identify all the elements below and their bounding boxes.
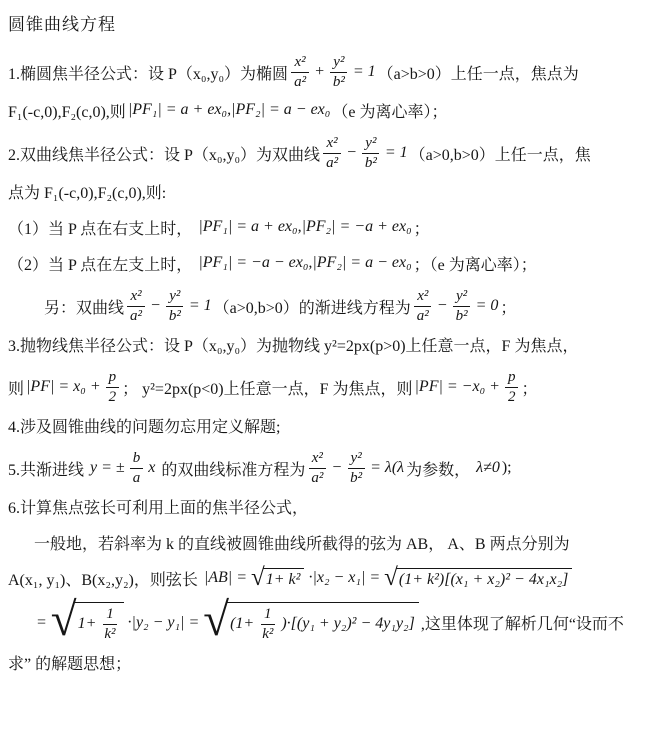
numerator: b: [130, 450, 144, 469]
fraction: [127, 288, 145, 324]
fraction: [101, 606, 118, 642]
text-run: A(x₁, y₁)、B(x₂,y₂)，则弦长: [8, 571, 202, 589]
denominator: b²: [168, 307, 181, 324]
text-run: （a>0,b>0）上任一点，焦: [409, 146, 591, 164]
text-run: 3.抛物线焦半径公式：设 P（x₀,y₀）为抛物线 y²=2px(p>0)上任意一点，F 为焦点，: [8, 337, 579, 355]
document-line: [8, 179, 663, 203]
math-run: 1+ k²: [265, 570, 301, 588]
fraction: [259, 606, 276, 642]
math-run: |PF| = −x₀ +: [414, 378, 500, 395]
numerator: x²: [309, 450, 326, 469]
text-run: ,这里体现了解析几何“设而不: [420, 616, 624, 633]
fraction: [308, 450, 326, 486]
math-run: = 1: [384, 144, 408, 161]
math-run: −: [331, 459, 343, 476]
denominator: 2: [108, 388, 117, 405]
document-line: [8, 287, 663, 325]
text-run: （e 为离心率）；: [332, 103, 448, 121]
radicand: [227, 602, 419, 643]
denominator: b²: [455, 307, 468, 324]
document-body: [8, 53, 663, 674]
fraction: [505, 369, 519, 405]
text-run: （a>b>0）上任一点，焦点为: [377, 65, 579, 83]
text-run: 5.共渐进线: [8, 461, 89, 479]
denominator: a²: [294, 73, 307, 90]
document-line: [8, 98, 663, 122]
fraction: [362, 135, 380, 171]
denominator: a²: [311, 469, 324, 486]
math-run: x: [148, 459, 156, 476]
text-run: 1.椭圆焦半径公式：设 P（x₀,y₀）为椭圆: [8, 65, 289, 83]
math-run: = 1: [352, 63, 376, 80]
text-run: ；: [521, 380, 538, 398]
math-run: |PF| = x₀ +: [26, 378, 101, 395]
denominator: b²: [350, 469, 363, 486]
numerator: p: [106, 369, 120, 388]
math-run: |PF₁| = a + ex₀,|PF₂| = −a + ex₀: [198, 218, 412, 235]
denominator: 2: [507, 388, 516, 405]
numerator: x²: [127, 288, 144, 307]
math-run: −: [150, 297, 161, 314]
math-run: |PF₁| = a + ex₀,|PF₂| = a − ex₀: [127, 101, 331, 118]
radical-sign: √: [203, 594, 230, 646]
fraction: [347, 450, 365, 486]
text-run: ；（e 为离心率）；: [413, 256, 537, 274]
text-run: 的双曲线标准方程为: [157, 461, 306, 479]
numerator: 1: [261, 606, 275, 625]
text-run: 4.涉及圆锥曲线的问题勿忘用定义解题;: [8, 418, 281, 436]
math-run: ·|x₂ − x₁| =: [308, 569, 381, 586]
denominator: b²: [332, 73, 345, 90]
text-run: 为参数，: [406, 461, 475, 479]
text-run: F₁(-c,0),F₂(c,0),则: [8, 103, 126, 121]
fraction: [453, 288, 471, 324]
fraction: [291, 54, 309, 90]
numerator: y²: [362, 135, 379, 154]
text-run: 求” 的解题思想；: [8, 655, 132, 673]
denominator: b²: [364, 154, 377, 171]
fraction: [330, 54, 348, 90]
text-run: ；: [413, 220, 430, 238]
math-run: y = ±: [90, 459, 125, 476]
text-run: （1）当 P 点在右支上时，: [8, 220, 197, 238]
math-run: −: [346, 144, 357, 161]
document-line: [8, 368, 663, 406]
math-run: −: [436, 297, 448, 314]
radicand: [75, 602, 124, 643]
document-line: [8, 494, 663, 518]
fraction: [323, 135, 341, 171]
radical-sign: √: [50, 594, 77, 646]
text-run: （a>0,b>0）的渐进线方程为: [213, 299, 411, 317]
radicand: [396, 568, 573, 589]
math-run: |PF₁| = −a − ex₀,|PF₂| = a − ex₀: [198, 254, 412, 271]
denominator: k²: [104, 625, 116, 642]
denominator: a: [132, 469, 141, 486]
numerator: p: [505, 369, 519, 388]
math-run: 1+: [77, 615, 97, 632]
denominator: a²: [130, 307, 143, 324]
text-run: );: [501, 459, 512, 476]
text-run: 一般地，若斜率为 k 的直线被圆锥曲线所截得的弦为 AB， A、B 两点分别为: [34, 535, 570, 553]
math-run: =: [36, 613, 47, 631]
numerator: 1: [103, 606, 117, 625]
fraction: [414, 288, 432, 324]
text-run: 另：双曲线: [44, 299, 125, 317]
radical: [203, 594, 419, 646]
document-line: [8, 530, 663, 554]
radical: [384, 563, 572, 591]
numerator: y²: [166, 288, 183, 307]
math-run: )·[(y₁ + y₂)² − 4y₁y₂]: [281, 615, 415, 632]
denominator: a²: [416, 307, 429, 324]
fraction: [106, 369, 120, 405]
fraction: [166, 288, 184, 324]
fraction: [130, 450, 144, 486]
math-run: (1+ k²)[(x₁ + x₂)² − 4x₁x₂]: [398, 570, 569, 588]
page-title: 圆锥曲线方程: [8, 15, 116, 34]
radical-sign: √: [251, 563, 265, 591]
text-run: 6.计算焦点弦长可利用上面的焦半径公式，: [8, 499, 309, 517]
math-run: = 1: [188, 297, 212, 314]
numerator: y²: [453, 288, 470, 307]
document-line: [8, 594, 663, 646]
math-run: (1+: [230, 615, 255, 632]
math-run: = λ(λ: [370, 459, 405, 476]
text-run: （2）当 P 点在左支上时，: [8, 256, 197, 274]
denominator: k²: [262, 625, 274, 642]
radical: [251, 563, 304, 591]
numerator: x²: [414, 288, 431, 307]
text-run: ； y²=2px(p<0)上任意一点，F 为焦点，则: [122, 380, 413, 398]
text-run: 点为 F₁(-c,0),F₂(c,0),则:: [8, 184, 167, 202]
document-line: [8, 53, 663, 91]
numerator: x²: [291, 54, 308, 73]
document-line: [8, 134, 663, 172]
math-run: |AB| =: [203, 569, 247, 586]
numerator: y²: [348, 450, 365, 469]
radical: [50, 594, 124, 646]
text-run: 2.双曲线焦半径公式：设 P（x₀,y₀）为双曲线: [8, 146, 321, 164]
text-run: 则: [8, 380, 25, 398]
document-line: [8, 449, 663, 487]
math-run: = 0: [475, 297, 499, 314]
text-run: ；: [500, 299, 517, 317]
denominator: a²: [326, 154, 339, 171]
math-run: ·|y₂ − y₁| =: [127, 613, 200, 631]
document-line: [8, 332, 663, 356]
numerator: x²: [323, 135, 340, 154]
document-line: [8, 413, 663, 437]
math-run: +: [314, 63, 325, 80]
numerator: y²: [330, 54, 347, 73]
document-line: [8, 215, 663, 239]
document-line: [8, 563, 663, 591]
math-run: λ≠0: [476, 459, 500, 476]
radical-sign: √: [384, 563, 398, 591]
radicand: [263, 568, 305, 589]
document-line: [8, 650, 663, 674]
document-line: [8, 251, 663, 275]
